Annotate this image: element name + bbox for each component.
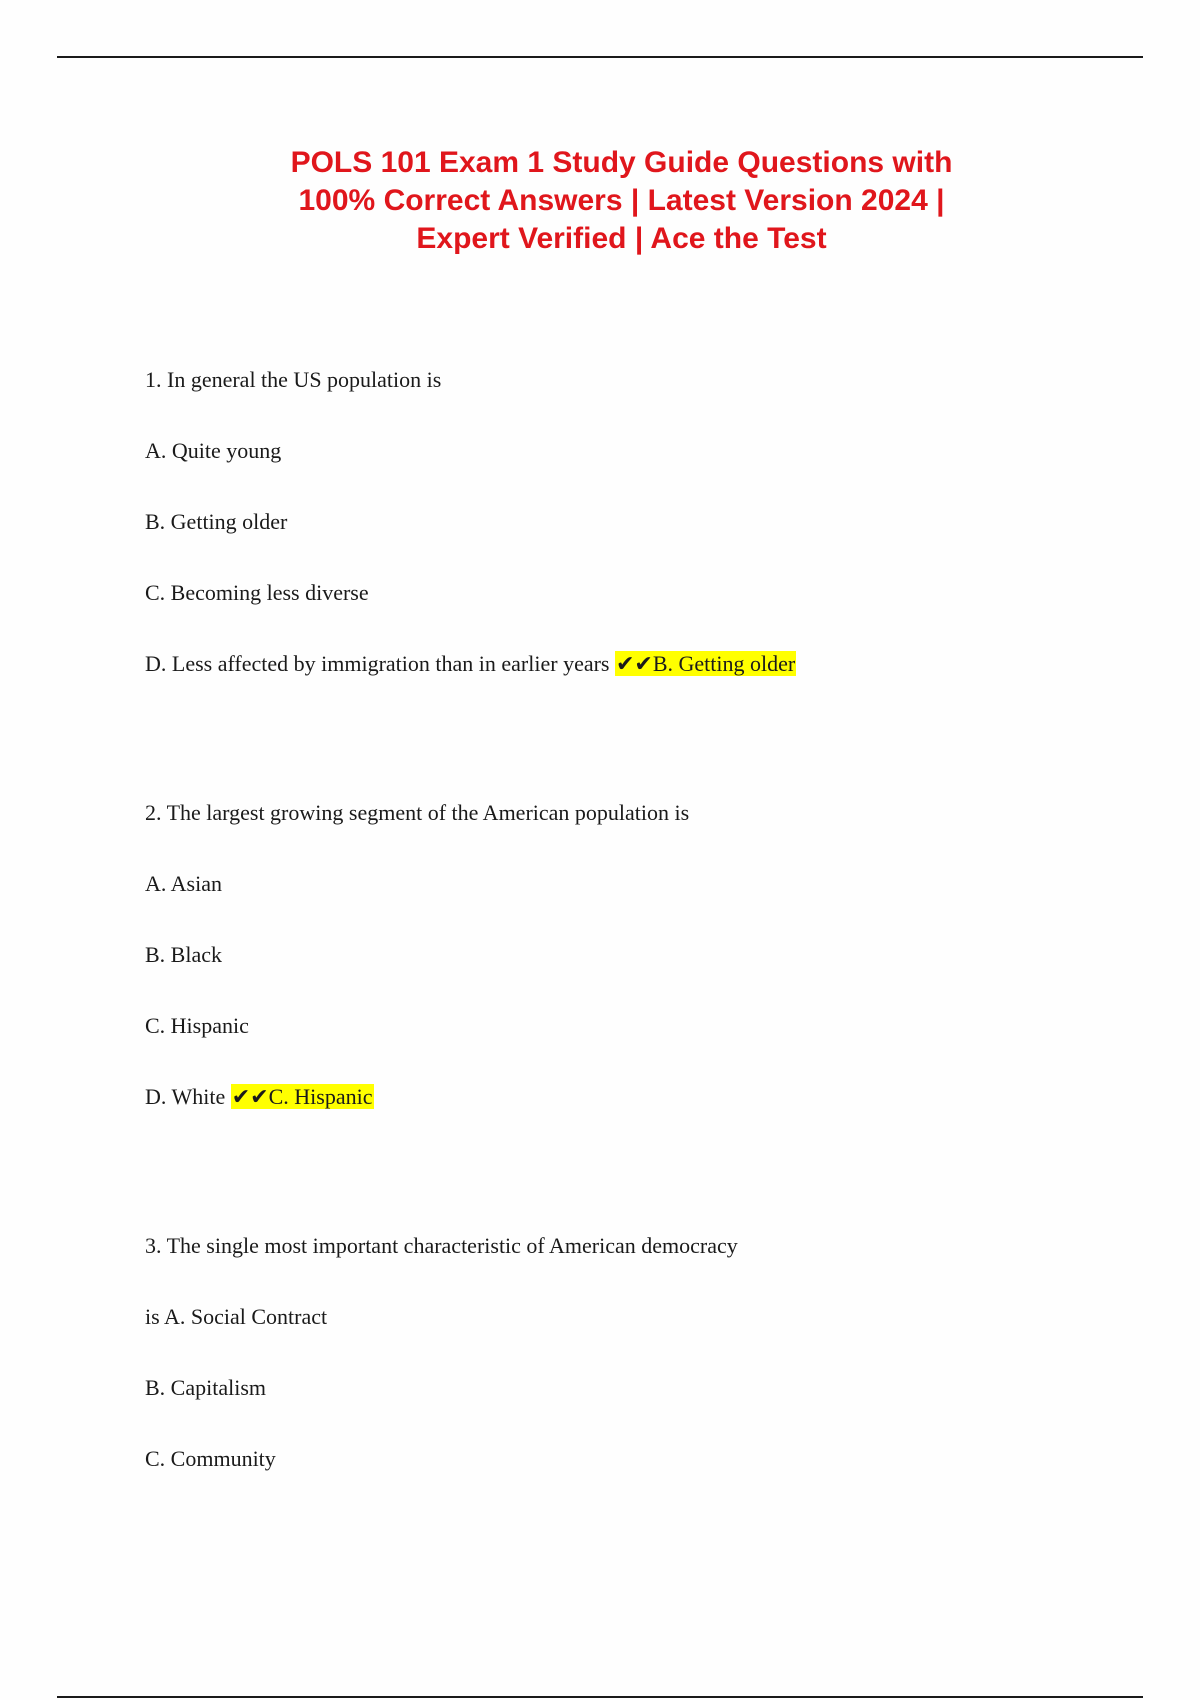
title-line: 100% Correct Answers | Latest Version 2024 | xyxy=(298,184,945,217)
answer-option-with-key xyxy=(145,649,1145,679)
answer-option: C. Community xyxy=(145,1446,276,1471)
answer-option: A. Quite young xyxy=(145,438,282,463)
answer-option: C. Becoming less diverse xyxy=(145,580,369,605)
question-prompt: 3. The single most important characteristic of American democracy xyxy=(145,1233,738,1258)
answer-option: D. Less affected by immigration than in earlier years xyxy=(145,651,610,676)
answer-option-with-key xyxy=(145,1082,1145,1112)
question-prompt: 2. The largest growing segment of the American population is xyxy=(145,800,690,825)
title-line: Expert Verified | Ace the Test xyxy=(416,222,827,255)
answer-option: B. Getting older xyxy=(145,509,288,534)
question-prompt: 1. In general the US population is xyxy=(145,367,442,392)
title-line: POLS 101 Exam 1 Study Guide Questions with xyxy=(290,146,953,179)
answer-option: D. White xyxy=(145,1084,226,1109)
answer-option: A. Asian xyxy=(145,871,222,896)
answer-option: B. Black xyxy=(145,942,222,967)
answer-option: B. Capitalism xyxy=(145,1375,266,1400)
header-rule xyxy=(57,56,1143,58)
answer-option: C. Hispanic xyxy=(145,1013,249,1038)
footer-rule xyxy=(57,1696,1143,1698)
correct-answer-highlight: ✔✔B. Getting older xyxy=(615,651,796,676)
questions-list xyxy=(145,365,1145,1515)
document-title xyxy=(200,144,1043,258)
answer-option: is A. Social Contract xyxy=(145,1304,328,1329)
correct-answer-highlight: ✔✔C. Hispanic xyxy=(231,1084,373,1109)
